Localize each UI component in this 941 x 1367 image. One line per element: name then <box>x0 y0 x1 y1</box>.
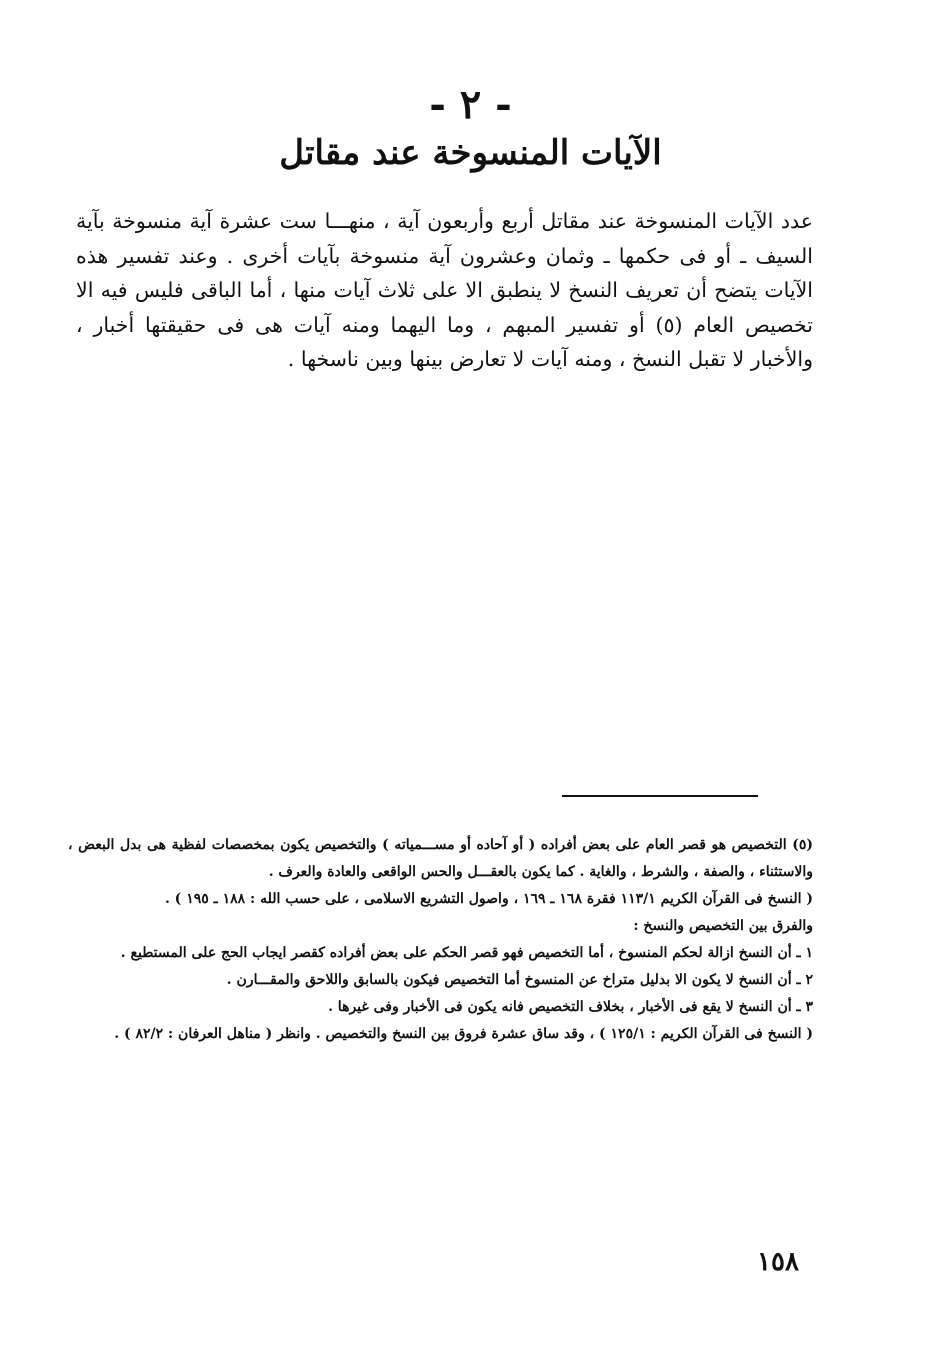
footnote-divider <box>562 795 758 797</box>
footnotes <box>68 832 813 1048</box>
body-paragraph: عدد الآيات المنسوخة عند مقاتل أربع وأربعون آية ، منهـــا ست عشرة آية منسوخة بآية السيف ـ أو فى حكمها ـ وثمان وعشرون آية منسوخة بآيات أخرى . وعند تفسير هذه الآيات يتضح أن تعريف النسخ لا ينطبق الا على ثلاث آيات منها ، أما الباقى فليس فيه الا تخصيص العام (٥) أو تفسير المبهم ، وما اليهما ومنه آيات هى فى حقيقتها أخبار ، والأخبار لا تقبل النسخ ، ومنه آيات لا تعارض بينها وبين ناسخها . <box>76 209 813 371</box>
page-number: ١٥٨ <box>757 1247 799 1277</box>
chapter-title: الآيات المنسوخة عند مقاتل <box>279 133 662 173</box>
footnote-line: ( النسخ فى القرآن الكريم : ١٢٥/١ ) ، وقد ساق عشرة فروق بين النسخ والتخصيص . وانظر ( مناهل العرفان : ٨٢/٢ ) . <box>114 1026 813 1042</box>
footnote-line: ١ ـ أن النسخ ازالة لحكم المنسوخ ، أما التخصيص فهو قصر الحكم على بعض أفراده كقصر ايجاب الحج على المستطيع . <box>120 945 813 961</box>
footnote-line: ٣ ـ أن النسخ لا يقع فى الأخبار ، بخلاف التخصيص فانه يكون فى الأخبار وفى غيرها . <box>328 999 813 1015</box>
footnote-line: (٥) التخصيص هو قصر العام على بعض أفراده ( أو آحاده أو مســـمياته ) والتخصيص يكون بمخصصات لفظية هى بدل البعض ، والاستثناء ، والصفة ، والشرط ، والغاية . كما يكون بالعقـــل والحس الواقعى والعادة والعرف . <box>68 837 813 880</box>
footnote-line: ٢ ـ أن النسخ لا يكون الا بدليل متراخ عن المنسوخ أما التخصيص فيكون بالسابق واللاحق والمقـــارن . <box>226 972 813 988</box>
footnote-line: والفرق بين التخصيص والنسخ : <box>633 918 813 934</box>
footnote-line: ( النسخ فى القرآن الكريم ١١٣/١ فقرة ١٦٨ ـ ١٦٩ ، واصول التشريع الاسلامى ، على حسب الله : ١٨٨ ـ ١٩٥ ) . <box>164 891 813 907</box>
chapter-number: - ٢ - <box>429 81 512 128</box>
